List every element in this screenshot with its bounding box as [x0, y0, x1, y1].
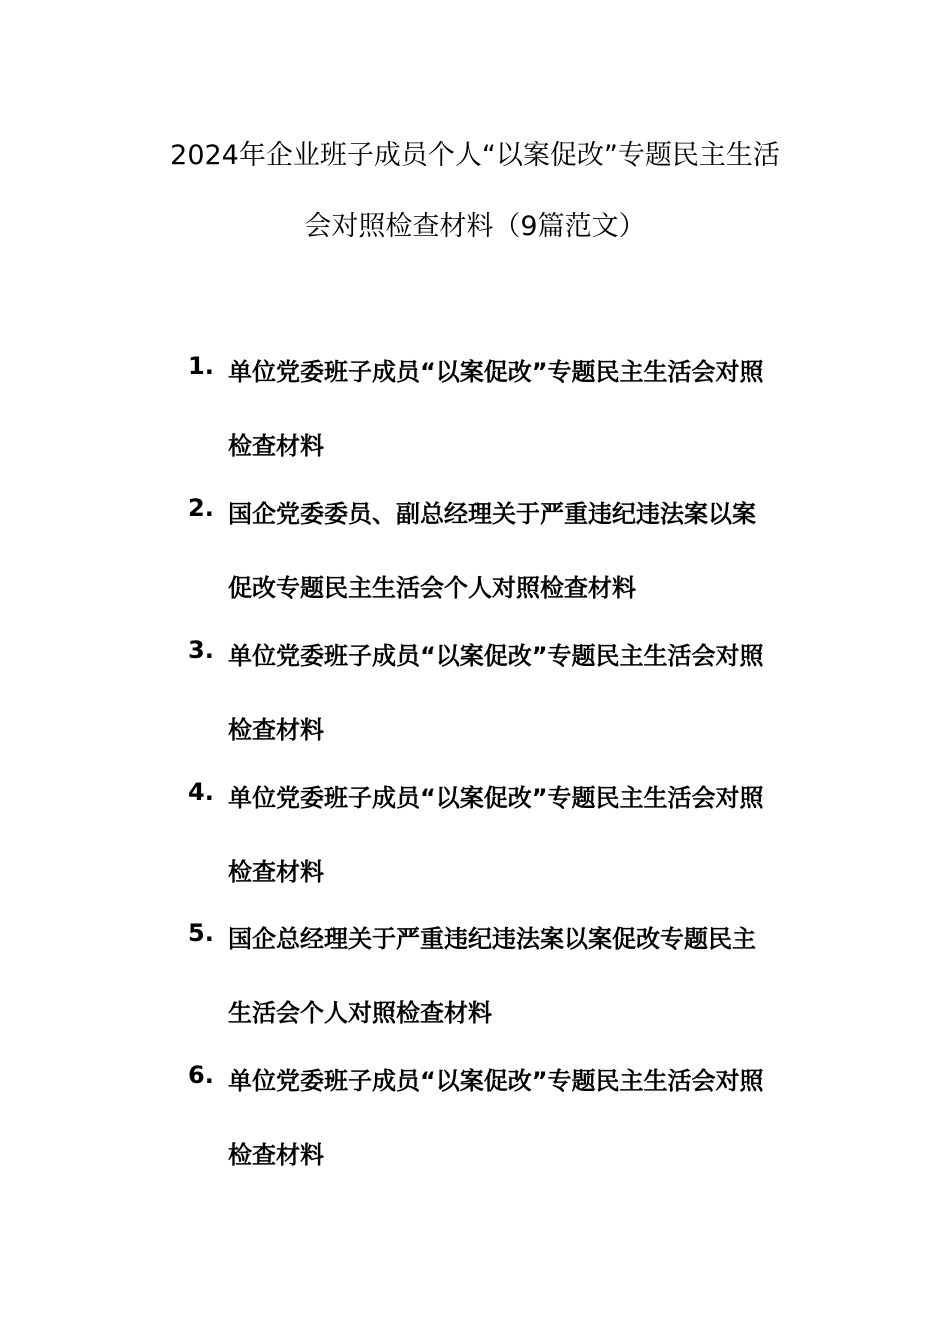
toc-item-text-line-1: 国企党委委员、副总经理关于严重违纪违法案以案	[228, 500, 756, 528]
toc-item-number: 3.	[188, 636, 214, 664]
toc-item-number: 2.	[188, 494, 214, 522]
toc-item-text-line-2: 生活会个人对照检查材料	[228, 999, 492, 1027]
toc-item-text-line-2: 检查材料	[228, 716, 324, 744]
toc-item-text-line-2: 检查材料	[228, 858, 324, 886]
document-title-line-2: 会对照检查材料（9篇范文）	[304, 211, 646, 242]
toc-item-text-line-2: 检查材料	[228, 1141, 324, 1169]
toc-item-number: 6.	[188, 1061, 214, 1089]
toc-item-text-line-2: 检查材料	[228, 432, 324, 460]
toc-item-text-line-1: 单位党委班子成员“以案促改”专题民主生活会对照	[228, 1067, 764, 1095]
document-title-line-1: 2024年企业班子成员个人“以案促改”专题民主生活	[170, 140, 780, 171]
toc-item-text-line-1: 国企总经理关于严重违纪违法案以案促改专题民主	[228, 925, 756, 953]
toc-item-number: 5.	[188, 919, 214, 947]
toc-item-text-line-1: 单位党委班子成员“以案促改”专题民主生活会对照	[228, 784, 764, 812]
toc-item-text-line-1: 单位党委班子成员“以案促改”专题民主生活会对照	[228, 358, 764, 386]
toc-item-text-line-1: 单位党委班子成员“以案促改”专题民主生活会对照	[228, 642, 764, 670]
toc-item-text-line-2: 促改专题民主生活会个人对照检查材料	[228, 574, 636, 602]
toc-item-number: 4.	[188, 778, 214, 806]
toc-item-number: 1.	[188, 352, 214, 380]
